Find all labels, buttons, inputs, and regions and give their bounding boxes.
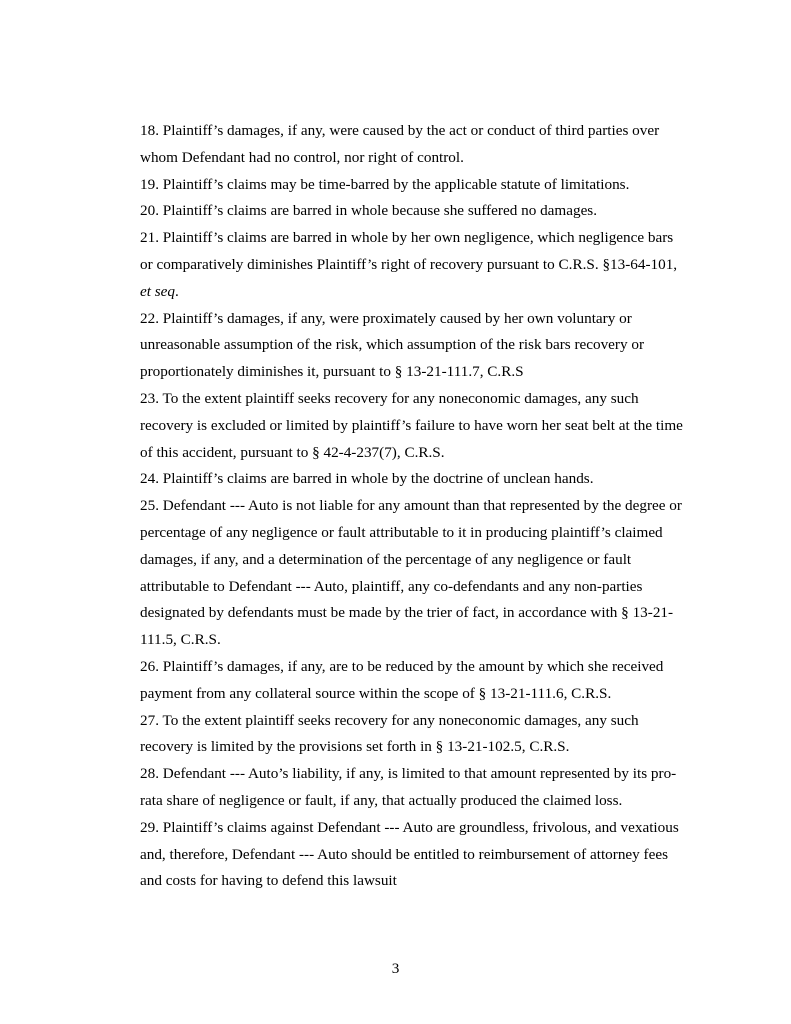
- text-line: or comparatively diminishes Plaintiff’s right of recovery pursuant to C.R.S. §13-64-101,: [140, 255, 678, 273]
- text-line: attributable to Defendant --- Auto, plaintiff, any co-defendants and any non-parties: [140, 577, 643, 595]
- text-line: and costs for having to defend this lawsuit: [140, 872, 397, 890]
- text-line: proportionately diminishes it, pursuant to § 13-21-111.7, C.R.S: [140, 363, 524, 381]
- text-line: 19. Plaintiff’s claims may be time-barred by the applicable statute of limitations.: [140, 175, 630, 193]
- paragraph-24: [140, 466, 696, 493]
- document-body: [140, 118, 696, 895]
- text-line: 21. Plaintiff’s claims are barred in whole by her own negligence, which negligence bars: [140, 229, 674, 247]
- text-line: and, therefore, Defendant --- Auto should be entitled to reimbursement of attorney fees: [140, 845, 669, 863]
- page-number: 3: [391, 960, 400, 977]
- paragraph-25: [140, 493, 696, 654]
- text-line: recovery is excluded or limited by plaintiff’s failure to have worn her seat belt at the time: [140, 416, 683, 434]
- paragraph-23: [140, 386, 696, 466]
- text-line: designated by defendants must be made by the trier of fact, in accordance with § 13-21-: [140, 604, 674, 622]
- text-line: percentage of any negligence or fault attributable to it in producing plaintiff’s claimed: [140, 523, 663, 541]
- text-line: whom Defendant had no control, nor right of control.: [140, 148, 464, 166]
- text-line: payment from any collateral source within the scope of § 13-21-111.6, C.R.S.: [140, 684, 612, 702]
- text-line: 27. To the extent plaintiff seeks recovery for any noneconomic damages, any such: [140, 711, 639, 729]
- paragraph-21: [140, 225, 696, 305]
- paragraph-20: [140, 198, 696, 225]
- text-line: of this accident, pursuant to § 42-4-237(7), C.R.S.: [140, 443, 445, 461]
- paragraph-27: [140, 708, 696, 762]
- paragraph-22: [140, 306, 696, 386]
- text-line: 26. Plaintiff’s damages, if any, are to be reduced by the amount by which she received: [140, 657, 664, 675]
- text-line: recovery is limited by the provisions set forth in § 13-21-102.5, C.R.S.: [140, 738, 570, 756]
- text-line: 28. Defendant --- Auto’s liability, if any, is limited to that amount represented by its pro-: [140, 765, 677, 783]
- citation-period: .: [175, 282, 179, 300]
- text-line: [140, 279, 696, 306]
- text-line: 22. Plaintiff’s damages, if any, were proximately caused by her own voluntary or: [140, 309, 632, 327]
- paragraph-18: [140, 118, 696, 172]
- text-line: 18. Plaintiff’s damages, if any, were caused by the act or conduct of third parties over: [140, 122, 660, 139]
- text-line: 20. Plaintiff’s claims are barred in whole because she suffered no damages.: [140, 202, 598, 220]
- paragraph-29: [140, 815, 696, 895]
- paragraph-26: [140, 654, 696, 708]
- text-line: 111.5, C.R.S.: [140, 631, 221, 649]
- italic-citation: et seq: [140, 282, 176, 300]
- paragraph-28: [140, 761, 696, 815]
- paragraph-19: [140, 172, 696, 199]
- text-line: 23. To the extent plaintiff seeks recovery for any noneconomic damages, any such: [140, 389, 639, 407]
- text-line: 24. Plaintiff’s claims are barred in whole by the doctrine of unclean hands.: [140, 470, 594, 488]
- text-line: damages, if any, and a determination of the percentage of any negligence or fault: [140, 550, 632, 568]
- text-line: unreasonable assumption of the risk, which assumption of the risk bars recovery or: [140, 336, 645, 354]
- text-line: 25. Defendant --- Auto is not liable for any amount than that represented by the degree or: [140, 497, 682, 515]
- text-line: rata share of negligence or fault, if any, that actually produced the claimed loss.: [140, 791, 623, 809]
- text-line: 29. Plaintiff’s claims against Defendant --- Auto are groundless, frivolous, and vexatious: [140, 818, 679, 836]
